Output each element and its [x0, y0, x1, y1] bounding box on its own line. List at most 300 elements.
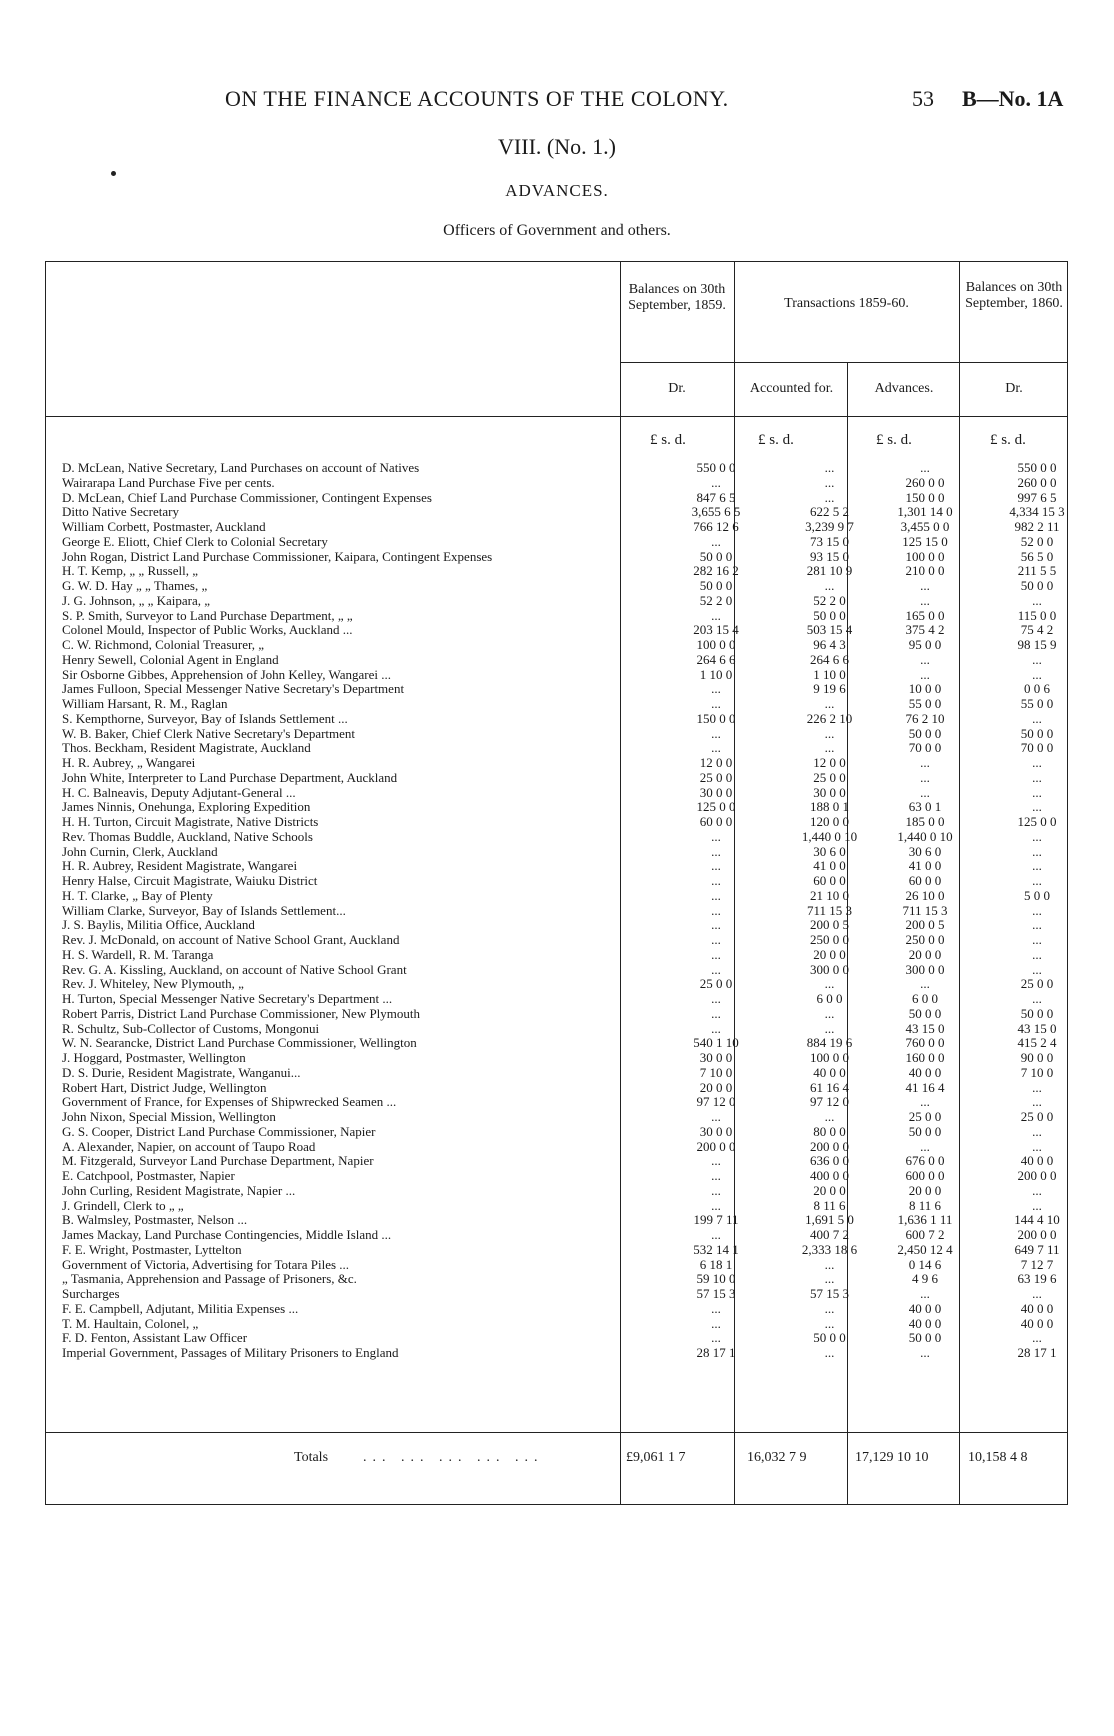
table-row: [62, 800, 1062, 815]
closing-balance-cell: 70 0 0: [1020, 740, 1054, 756]
accounted-for-cell: 50 0 0: [813, 1330, 846, 1346]
table-row: [62, 904, 1062, 919]
row-description: G. W. D. Hay „ „ Thames, „: [62, 578, 208, 593]
advances-cell: 70 0 0: [908, 740, 942, 756]
accounted-for-cell: 50 0 0: [813, 607, 846, 623]
advances-cell: 50 0 0: [908, 1005, 942, 1021]
row-description: C. W. Richmond, Colonial Treasurer, „: [62, 637, 265, 652]
advances-cell: 41 16 4: [905, 1079, 945, 1095]
accounted-for-cell: 400 7 2: [810, 1227, 849, 1242]
opening-balance-cell: 28 17 1: [696, 1345, 736, 1360]
accounted-for-cell: 622 5 2: [810, 504, 849, 520]
table-row: [62, 1169, 1062, 1184]
advances-cell: 40 0 0: [908, 1315, 942, 1331]
accounted-for-cell: 250 0 0: [810, 932, 849, 947]
advances-cell: 3,455 0 0: [900, 519, 950, 534]
opening-balance-cell: 6 18 1: [699, 1256, 733, 1272]
row-description: F. E. Wright, Postmaster, Lyttelton: [62, 1241, 242, 1257]
closing-balance-cell: 50 0 0: [1020, 725, 1054, 741]
header-rule: [734, 362, 959, 363]
closing-balance-cell: ...: [1032, 902, 1042, 918]
table-row: [62, 1110, 1062, 1125]
table-row: [62, 874, 1062, 889]
row-description: William Corbett, Postmaster, Auckland: [62, 519, 266, 534]
accounted-for-cell: 711 15 3: [806, 902, 853, 918]
accounted-for-cell: 60 0 0: [813, 873, 846, 888]
opening-balance-cell: 203 15 4: [693, 622, 739, 638]
opening-balance-cell: 264 6 6: [696, 651, 736, 667]
table-row: [62, 1346, 1062, 1361]
header-closing-balance: Balances on 30th September, 1860.: [965, 280, 1063, 311]
row-description: Colonel Mould, Inspector of Public Works, Auckland ...: [62, 622, 353, 638]
table-row: [62, 1317, 1062, 1332]
opening-balance-cell: ...: [711, 946, 721, 962]
advances-cell: 55 0 0: [908, 696, 942, 711]
table-row: [62, 1184, 1062, 1199]
advances-cell: 165 0 0: [905, 607, 945, 623]
table-row: [62, 623, 1062, 638]
closing-balance-cell: ...: [1032, 1182, 1042, 1198]
advances-cell: 10 0 0: [908, 681, 942, 697]
advances-cell: 100 0 0: [905, 548, 945, 564]
header-advances: Advances.: [874, 381, 934, 396]
opening-balance-cell: 59 10 0: [696, 1271, 736, 1287]
table-row: [62, 461, 1062, 476]
closing-balance-cell: ...: [1032, 1286, 1042, 1301]
accounted-for-cell: 52 2 0: [813, 592, 846, 608]
closing-balance-cell: ...: [1032, 651, 1042, 667]
accounted-for-cell: ...: [824, 1256, 835, 1272]
advances-cell: 1,301 14 0: [897, 504, 953, 520]
accounted-for-cell: ...: [824, 725, 835, 741]
closing-balance-cell: ...: [1032, 755, 1042, 770]
accounted-for-cell: ...: [824, 1005, 835, 1021]
accounted-for-cell: 30 0 0: [813, 784, 846, 800]
opening-balance-cell: ...: [711, 902, 721, 918]
accounted-for-cell: ...: [824, 1020, 835, 1036]
closing-balance-cell: 52 0 0: [1020, 533, 1054, 549]
opening-balance-cell: ...: [711, 917, 721, 933]
units-accounted: £ s. d.: [758, 432, 794, 448]
header-dr-closing: Dr.: [1005, 381, 1023, 396]
opening-balance-cell: ...: [711, 1330, 721, 1346]
table-row: [62, 609, 1062, 624]
table-row: [62, 682, 1062, 697]
closing-balance-cell: 75 4 2: [1020, 622, 1054, 638]
row-description: Rev. J. Whiteley, New Plymouth, „: [62, 976, 244, 992]
table-row: [62, 771, 1062, 786]
opening-balance-cell: ...: [711, 1227, 721, 1242]
row-description: H. Turton, Special Messenger Native Secretary's Department ...: [62, 991, 393, 1006]
table-row: [62, 889, 1062, 904]
closing-balance-cell: 90 0 0: [1020, 1050, 1054, 1065]
accounted-for-cell: 100 0 0: [810, 1050, 849, 1065]
accounted-for-cell: 200 0 5: [810, 917, 849, 933]
advances-cell: 20 0 0: [908, 946, 942, 962]
table-row: [62, 1095, 1062, 1110]
advances-cell: ...: [920, 769, 930, 785]
header-rule: [620, 362, 734, 363]
closing-balance-cell: 40 0 0: [1020, 1300, 1054, 1316]
accounted-for-cell: 2,333 18 6: [801, 1241, 858, 1257]
row-description: John White, Interpreter to Land Purchase Department, Auckland: [62, 769, 398, 785]
row-description: G. S. Cooper, District Land Purchase Commissioner, Napier: [62, 1123, 376, 1139]
advances-cell: 185 0 0: [905, 814, 945, 829]
row-description: H. R. Aubrey, „ Wangarei: [62, 755, 196, 770]
header-accounted-for: Accounted for.: [749, 381, 834, 396]
closing-balance-cell: ...: [1032, 946, 1042, 962]
closing-balance-cell: 5 0 0: [1024, 887, 1050, 903]
advances-cell: 26 10 0: [905, 887, 945, 903]
advances-cell: ...: [920, 592, 930, 608]
running-head: [0, 86, 1114, 116]
table-row: [62, 476, 1062, 491]
accounted-for-cell: 6 0 0: [816, 991, 843, 1006]
closing-balance-cell: 649 7 11: [1014, 1241, 1060, 1257]
accounted-for-cell: 636 0 0: [810, 1153, 849, 1169]
report-title: ON THE FINANCE ACCOUNTS OF THE COLONY.: [225, 86, 729, 111]
table-row: [62, 535, 1062, 550]
table-row: [62, 786, 1062, 801]
advances-cell: 43 15 0: [905, 1020, 945, 1036]
advances-cell: 160 0 0: [905, 1050, 945, 1065]
table-row: [62, 1066, 1062, 1081]
closing-balance-cell: 211 5 5: [1017, 563, 1057, 579]
opening-balance-cell: ...: [711, 873, 721, 888]
closing-balance-cell: 50 0 0: [1020, 1005, 1054, 1021]
table-row: [62, 1272, 1062, 1287]
accounted-for-cell: 61 16 4: [810, 1079, 849, 1095]
row-description: Wairarapa Land Purchase Five per cents.: [62, 474, 275, 490]
advances-cell: ...: [920, 1094, 930, 1110]
opening-balance-cell: ...: [711, 932, 721, 947]
row-description: S. P. Smith, Surveyor to Land Purchase Department, „ „: [62, 607, 353, 623]
opening-balance-cell: ...: [711, 725, 721, 741]
closing-balance-cell: 4,334 15 3: [1009, 504, 1065, 520]
accounted-for-cell: 20 0 0: [813, 946, 846, 962]
closing-balance-cell: 98 15 9: [1017, 637, 1057, 652]
row-description: H. C. Balneavis, Deputy Adjutant-General ...: [62, 784, 296, 800]
row-description: Robert Parris, District Land Purchase Commissioner, New Plymouth: [62, 1005, 421, 1021]
table-row: [62, 1081, 1062, 1096]
closing-balance-cell: 63 19 6: [1017, 1271, 1057, 1287]
opening-balance-cell: 57 15 3: [696, 1286, 736, 1301]
advances-cell: 1,440 0 10: [897, 828, 953, 844]
section-subtitle: Officers of Government and others.: [443, 222, 671, 239]
table-row: [62, 504, 1065, 520]
opening-balance-cell: ...: [711, 961, 721, 977]
table-body: [62, 460, 1065, 1361]
table-row: [62, 977, 1062, 992]
advances-cell: 210 0 0: [905, 563, 945, 579]
closing-balance-cell: 55 0 0: [1020, 696, 1054, 711]
row-description: John Curling, Resident Magistrate, Napier ...: [62, 1182, 296, 1198]
advances-cell: 50 0 0: [908, 725, 942, 741]
row-description: J. Hoggard, Postmaster, Wellington: [62, 1050, 246, 1065]
bullet-mark: [111, 171, 116, 176]
row-description: Ditto Native Secretary: [62, 504, 179, 520]
row-description: F. E. Campbell, Adjutant, Militia Expenses ...: [62, 1300, 299, 1316]
closing-balance-cell: ...: [1032, 799, 1042, 815]
advances-cell: 95 0 0: [908, 637, 942, 652]
accounted-for-cell: ...: [824, 1109, 835, 1124]
table-row: [62, 1007, 1062, 1022]
advances-cell: 260 0 0: [905, 474, 945, 490]
advances-cell: 60 0 0: [908, 873, 942, 888]
closing-balance-cell: ...: [1032, 858, 1042, 874]
opening-balance-cell: 3,655 6 5: [691, 504, 741, 520]
advances-cell: 1,636 1 11: [897, 1212, 953, 1228]
accounted-for-cell: 73 15 0: [810, 533, 849, 549]
total-opening: £9,061 1 7: [626, 1450, 686, 1465]
advances-cell: 0 14 6: [908, 1256, 942, 1272]
opening-balance-cell: ...: [711, 843, 721, 859]
closing-balance-cell: ...: [1032, 1197, 1042, 1213]
row-description: Rev. G. A. Kissling, Auckland, on account of Native School Grant: [62, 961, 407, 977]
row-description: Rev. J. McDonald, on account of Native School Grant, Auckland: [62, 932, 400, 947]
table-row: [62, 1243, 1062, 1258]
opening-balance-cell: 12 0 0: [699, 755, 733, 770]
accounted-for-cell: 40 0 0: [813, 1064, 846, 1080]
row-description: Thos. Beckham, Resident Magistrate, Auckland: [62, 740, 311, 756]
row-description: Surcharges: [62, 1286, 120, 1301]
advances-cell: 125 15 0: [902, 533, 948, 549]
table-row: [62, 741, 1062, 756]
closing-balance-cell: 200 0 0: [1017, 1227, 1057, 1242]
opening-balance-cell: 550 0 0: [696, 460, 736, 475]
row-description: Henry Halse, Circuit Magistrate, Waiuku District: [62, 873, 318, 888]
advances-cell: 50 0 0: [908, 1330, 942, 1346]
opening-balance-cell: 125 0 0: [696, 799, 736, 815]
table-row: [62, 1258, 1062, 1273]
opening-balance-cell: 847 6 5: [696, 489, 736, 505]
closing-balance-cell: 7 12 7: [1020, 1256, 1054, 1272]
header-rule: [959, 362, 1068, 363]
closing-balance-cell: 260 0 0: [1017, 474, 1057, 490]
accounted-for-cell: ...: [824, 1345, 835, 1360]
advances-cell: 375 4 2: [905, 622, 945, 638]
opening-balance-cell: ...: [711, 1315, 721, 1331]
opening-balance-cell: 52 2 0: [699, 592, 733, 608]
table-row: [62, 712, 1062, 727]
totals-label: Totals: [294, 1450, 329, 1465]
advances-cell: 40 0 0: [908, 1300, 942, 1316]
opening-balance-cell: ...: [711, 991, 721, 1006]
accounted-for-cell: ...: [824, 1300, 835, 1316]
accounted-for-cell: 1 10 0: [813, 666, 846, 682]
closing-balance-cell: 28 17 1: [1017, 1345, 1057, 1360]
row-description: James Mackay, Land Purchase Contingencies, Middle Island ...: [62, 1227, 392, 1242]
page-number: 53: [912, 86, 934, 111]
row-description: J. S. Baylis, Militia Office, Auckland: [62, 917, 255, 933]
advances-cell: ...: [920, 651, 930, 667]
row-description: A. Alexander, Napier, on account of Taupo Road: [62, 1138, 316, 1154]
row-description: D. McLean, Native Secretary, Land Purchases on account of Natives: [62, 460, 420, 475]
opening-balance-cell: 282 16 2: [693, 563, 739, 579]
closing-balance-cell: ...: [1032, 873, 1042, 888]
table-row: [62, 727, 1062, 742]
accounted-for-cell: 41 0 0: [813, 858, 846, 874]
closing-balance-cell: ...: [1032, 1138, 1042, 1154]
closing-balance-cell: 115 0 0: [1017, 607, 1057, 623]
accounted-for-cell: ...: [824, 696, 835, 711]
table-row: [62, 756, 1062, 771]
row-description: James Ninnis, Onehunga, Exploring Expedition: [62, 799, 311, 815]
opening-balance-cell: 25 0 0: [699, 976, 733, 992]
accounted-for-cell: 188 0 1: [810, 799, 849, 815]
table-row: [62, 845, 1062, 860]
accounted-for-cell: ...: [824, 474, 835, 490]
row-description: H. S. Wardell, R. M. Taranga: [62, 946, 214, 962]
table-row: [62, 1199, 1062, 1214]
opening-balance-cell: 30 0 0: [699, 1123, 733, 1139]
advances-cell: 30 6 0: [908, 843, 942, 859]
row-description: D. S. Durie, Resident Magistrate, Wanganui...: [62, 1064, 301, 1080]
opening-balance-cell: ...: [711, 696, 721, 711]
advances-cell: 4 9 6: [912, 1271, 938, 1287]
table-row: [62, 1154, 1062, 1169]
row-description: J. Grindell, Clerk to „ „: [62, 1197, 184, 1213]
closing-balance-cell: 415 2 4: [1017, 1035, 1057, 1051]
accounted-for-cell: 120 0 0: [810, 814, 849, 829]
opening-balance-cell: 766 12 6: [693, 519, 739, 534]
opening-balance-cell: ...: [711, 1197, 721, 1213]
advances-cell: 760 0 0: [905, 1035, 945, 1051]
closing-balance-cell: 56 5 0: [1020, 548, 1054, 564]
table-row: [62, 1302, 1062, 1317]
accounted-for-cell: 9 19 6: [813, 681, 846, 697]
advances-cell: 711 15 3: [902, 902, 948, 918]
opening-balance-cell: ...: [711, 1168, 721, 1183]
opening-balance-cell: ...: [711, 681, 721, 697]
closing-balance-cell: 43 15 0: [1017, 1020, 1057, 1036]
table-row: [62, 594, 1062, 609]
advances-cell: 600 0 0: [905, 1168, 945, 1183]
table-row: [62, 638, 1062, 653]
row-description: William Clarke, Surveyor, Bay of Islands Settlement...: [62, 902, 346, 918]
opening-balance-cell: ...: [711, 1153, 721, 1169]
row-description: John Rogan, District Land Purchase Commissioner, Kaipara, Contingent Expenses: [62, 548, 493, 564]
closing-balance-cell: ...: [1032, 991, 1042, 1006]
totals-row: [0, 1450, 1114, 1470]
accounted-for-cell: ...: [824, 1315, 835, 1331]
closing-balance-cell: 40 0 0: [1020, 1315, 1054, 1331]
units-closing: £ s. d.: [990, 432, 1026, 448]
closing-balance-cell: 125 0 0: [1017, 814, 1057, 829]
closing-balance-cell: ...: [1032, 932, 1042, 947]
table-row: [62, 963, 1062, 978]
advances-cell: 50 0 0: [908, 1123, 942, 1139]
accounted-for-cell: 97 12 0: [810, 1094, 849, 1110]
accounted-for-cell: 400 0 0: [810, 1168, 849, 1183]
closing-balance-cell: ...: [1032, 784, 1042, 800]
closing-balance-cell: 7 10 0: [1020, 1064, 1054, 1080]
row-description: M. Fitzgerald, Surveyor Land Purchase Department, Napier: [62, 1153, 374, 1169]
advances-cell: 300 0 0: [905, 961, 945, 977]
accounted-for-cell: 3,239 9 7: [805, 519, 854, 534]
advances-cell: ...: [920, 755, 930, 770]
closing-balance-cell: ...: [1032, 961, 1042, 977]
closing-balance-cell: 144 4 10: [1014, 1212, 1060, 1228]
opening-balance-cell: 100 0 0: [696, 637, 736, 652]
units-advances: £ s. d.: [876, 432, 912, 448]
row-description: Robert Hart, District Judge, Wellington: [62, 1079, 267, 1095]
accounted-for-cell: 264 6 6: [810, 651, 849, 667]
accounted-for-cell: 96 4 3: [813, 637, 846, 652]
accounted-for-cell: 57 15 3: [810, 1286, 849, 1301]
opening-balance-cell: 30 0 0: [699, 1050, 733, 1065]
opening-balance-cell: 25 0 0: [699, 769, 733, 785]
row-description: H. T. Kemp, „ „ Russell, „: [62, 563, 198, 579]
table-row: [62, 653, 1062, 668]
closing-balance-cell: ...: [1032, 1079, 1042, 1095]
closing-balance-cell: ...: [1032, 1094, 1042, 1110]
advances-cell: ...: [920, 976, 930, 992]
table-row: [62, 815, 1062, 830]
table-row: [62, 1228, 1062, 1243]
row-description: W. N. Searancke, District Land Purchase Commissioner, Wellington: [62, 1035, 417, 1051]
accounted-for-cell: 300 0 0: [810, 961, 849, 977]
opening-balance-cell: ...: [711, 533, 721, 549]
table-row: [62, 992, 1062, 1007]
opening-balance-cell: ...: [711, 607, 721, 623]
row-description: John Nixon, Special Mission, Wellington: [62, 1109, 276, 1124]
advances-cell: 150 0 0: [905, 489, 945, 505]
row-description: Government of Victoria, Advertising for Totara Piles ...: [62, 1256, 350, 1272]
section-number: VIII. (No. 1.): [498, 134, 616, 159]
table-row: [62, 1331, 1062, 1346]
advances-cell: ...: [920, 1345, 930, 1360]
row-description: H. R. Aubrey, Resident Magistrate, Wangarei: [62, 858, 298, 874]
totals-rule: [45, 1432, 1068, 1433]
advances-cell: 40 0 0: [908, 1064, 942, 1080]
row-description: W. B. Baker, Chief Clerk Native Secretary's Department: [62, 725, 356, 741]
table-row: [62, 520, 1062, 535]
opening-balance-cell: ...: [711, 1020, 721, 1036]
accounted-for-cell: 21 10 0: [810, 887, 849, 903]
opening-balance-cell: 20 0 0: [699, 1079, 733, 1095]
table-row: [62, 918, 1062, 933]
row-description: D. McLean, Chief Land Purchase Commissioner, Contingent Expenses: [62, 489, 432, 505]
row-description: Imperial Government, Passages of Military Prisoners to England: [62, 1345, 399, 1360]
row-description: Government of France, for Expenses of Shipwrecked Seamen ...: [62, 1094, 397, 1110]
advances-cell: 25 0 0: [908, 1109, 942, 1124]
table-row: [62, 668, 1062, 683]
row-description: H. H. Turton, Circuit Magistrate, Native Districts: [62, 814, 319, 829]
accounted-for-cell: 12 0 0: [813, 755, 846, 770]
advances-cell: 200 0 5: [905, 917, 945, 933]
row-description: Sir Osborne Gibbes, Apprehension of John Kelley, Wangarei ...: [62, 666, 391, 682]
closing-balance-cell: 982 2 11: [1014, 519, 1060, 534]
accounted-for-cell: 1,440 0 10: [801, 828, 858, 844]
row-description: S. Kempthorne, Surveyor, Bay of Islands Settlement ...: [62, 710, 348, 726]
table-row: [62, 491, 1062, 506]
opening-balance-cell: 200 0 0: [696, 1138, 736, 1154]
opening-balance-cell: 532 14 1: [693, 1241, 739, 1257]
opening-balance-cell: ...: [711, 474, 721, 490]
opening-balance-cell: 540 1 10: [693, 1035, 739, 1051]
accounted-for-cell: 93 15 0: [810, 548, 849, 564]
advances-cell: 2,450 12 4: [897, 1241, 953, 1257]
table-row: [62, 1022, 1062, 1037]
closing-balance-cell: ...: [1032, 710, 1042, 726]
row-description: J. G. Johnson, „ „ Kaipara, „: [62, 592, 211, 608]
table-row: [62, 830, 1062, 845]
advances-cell: 8 11 6: [908, 1197, 942, 1213]
opening-balance-cell: 150 0 0: [696, 710, 736, 726]
total-closing: 10,158 4 8: [968, 1450, 1028, 1465]
closing-balance-cell: 25 0 0: [1020, 1109, 1054, 1124]
